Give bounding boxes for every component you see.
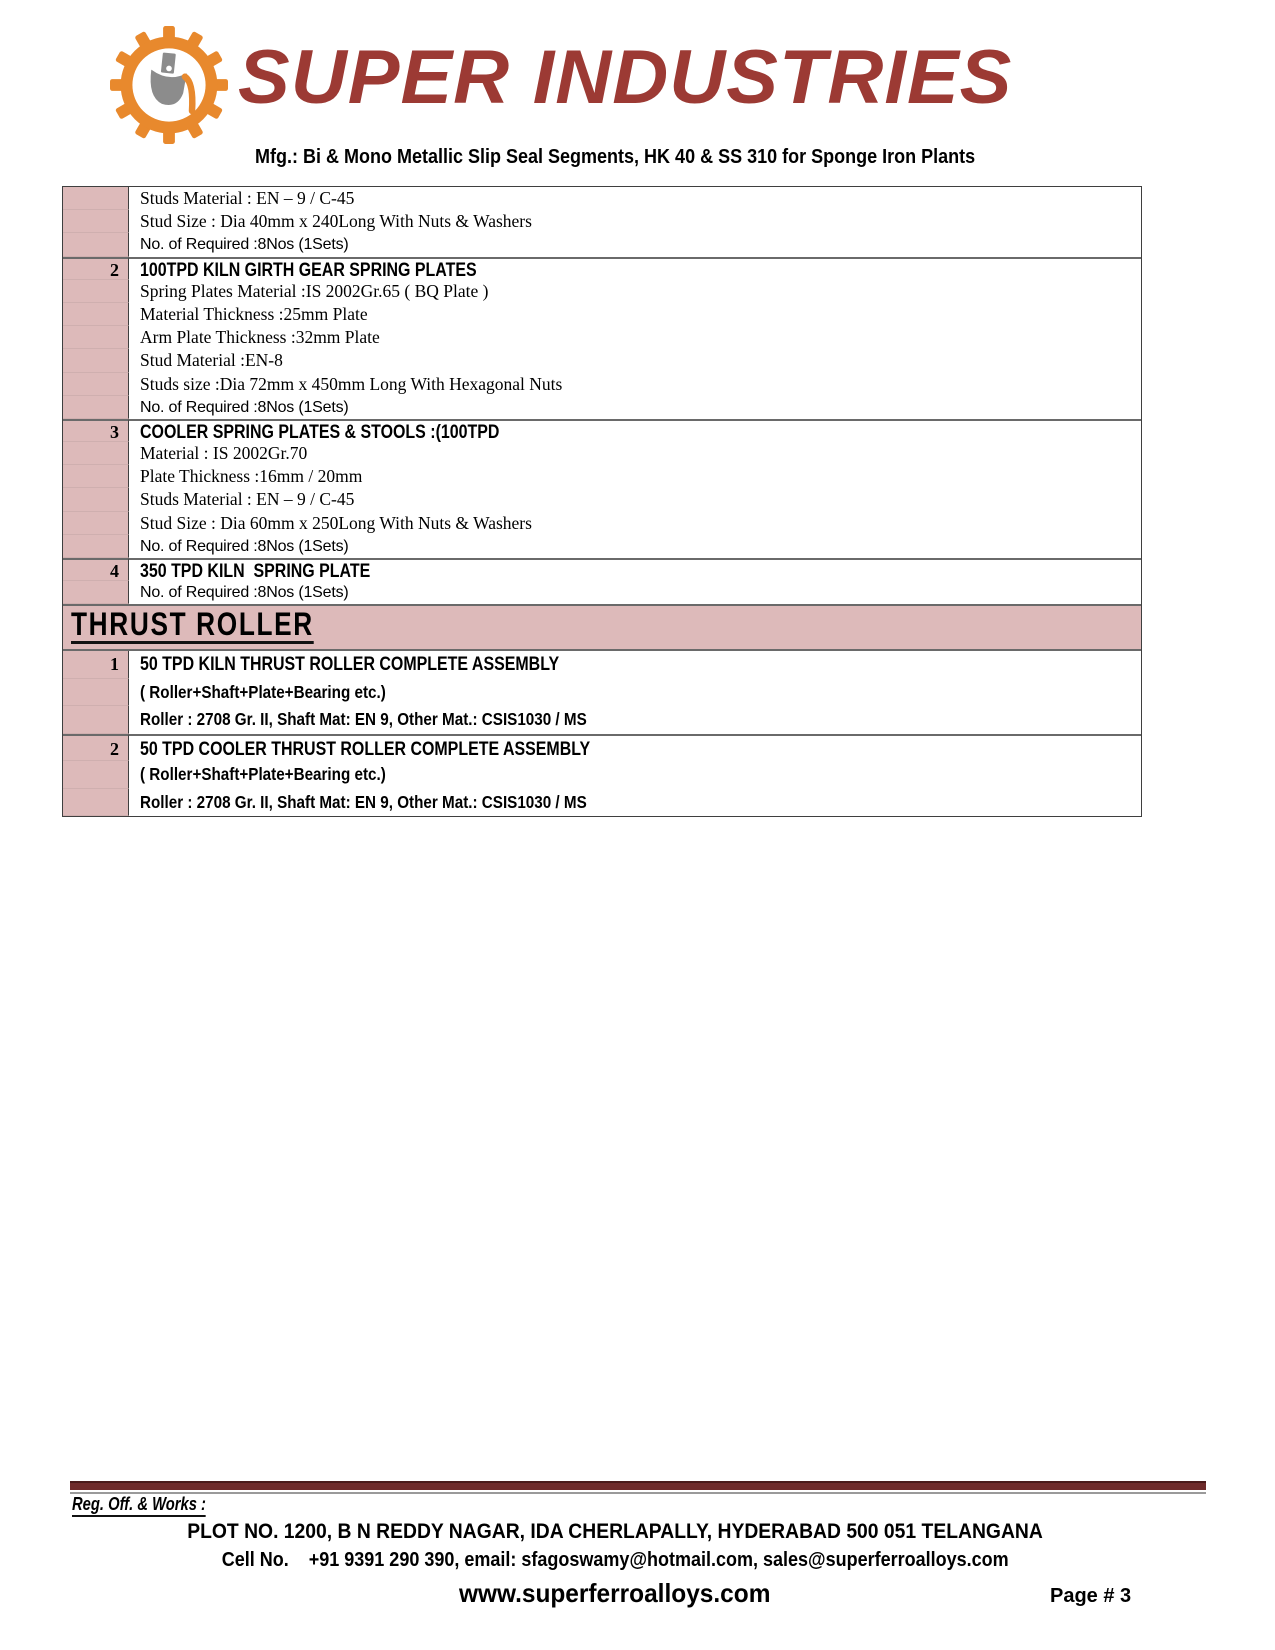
website-row [0,1578,1230,1609]
footer-rule-thick [70,1481,1206,1490]
item-number-cell [63,303,129,326]
page-number: Page # 3 [1050,1585,1132,1607]
item-line [129,349,1141,372]
item-detail: Stud Size : Dia 40mm x 240Long With Nuts & Washers [140,211,532,232]
company-title: SUPER INDUSTRIES [238,35,1013,120]
item-detail: Studs Material : EN – 9 / C-45 [140,489,355,510]
item-line [129,257,1141,280]
item-line [129,558,1141,581]
section-title: THRUST ROLLER [71,606,314,643]
item-detail: ( Roller+Shaft+Plate+Bearing etc.) [140,764,386,785]
item-detail: No. of Required :8Nos (1Sets) [140,398,349,416]
item-number-cell [63,512,129,535]
item-number-cell [63,442,129,465]
item-line [129,581,1141,604]
item-number-cell [63,488,129,511]
item-number-cell [63,326,129,349]
item-line [129,233,1141,256]
item-number-cell [63,233,129,256]
item-line [129,679,1141,707]
item-line [129,373,1141,396]
item-number-cell [63,257,129,280]
item-detail: Stud Material :EN-8 [140,350,283,371]
item-number-cell [63,419,129,442]
item-line [129,535,1141,558]
item-heading: 350 TPD KILN SPRING PLATE [140,560,370,581]
item-detail: No. of Required :8Nos (1Sets) [140,584,349,602]
item-number-cell [63,349,129,372]
item-detail: Material : IS 2002Gr.70 [140,443,308,464]
item-heading: 50 TPD KILN THRUST ROLLER COMPLETE ASSEMBLY [140,651,559,679]
item-line [129,210,1141,233]
tagline-row [0,146,1230,169]
contact-row [0,1549,1230,1572]
item-line [129,734,1141,762]
item-detail: Stud Size : Dia 60mm x 250Long With Nuts & Washers [140,512,532,533]
item-detail: No. of Required :8Nos (1Sets) [140,537,349,555]
item-line [129,651,1141,679]
item-line [129,761,1141,789]
item-line [129,706,1141,734]
item-detail: Material Thickness :25mm Plate [140,303,368,324]
item-line [129,465,1141,488]
item-detail: Roller : 2708 Gr. II, Shaft Mat: EN 9, Other Mat.: CSIS1030 / MS [140,709,587,730]
item-number: 3 [110,421,119,442]
company-tagline: Mfg.: Bi & Mono Metallic Slip Seal Segments, HK 40 & SS 310 for Sponge Iron Plants [254,146,976,168]
item-number: 2 [110,259,119,280]
footer-rule-thin [70,1492,1206,1494]
item-line [129,187,1141,210]
item-line [129,280,1141,303]
item-heading: 50 TPD COOLER THRUST ROLLER COMPLETE ASSEMBLY [140,736,590,762]
item-number-cell [63,651,129,679]
item-number: 4 [110,561,119,581]
item-number-cell [63,581,129,604]
section-band [63,604,1141,651]
footer-rule [70,1481,1206,1494]
items-table [62,186,1142,817]
item-line [129,789,1141,817]
item-detail: Roller : 2708 Gr. II, Shaft Mat: EN 9, Other Mat.: CSIS1030 / MS [140,791,587,812]
item-number-cell [63,187,129,210]
item-number-cell [63,396,129,419]
item-detail: No. of Required :8Nos (1Sets) [140,236,349,254]
item-number-cell [63,761,129,789]
item-number-cell [63,734,129,762]
item-detail: Spring Plates Material :IS 2002Gr.65 ( BQ Plate ) [140,280,489,301]
item-detail: Arm Plate Thickness :32mm Plate [140,327,380,348]
item-line [129,442,1141,465]
item-number-cell [63,789,129,817]
item-heading: 100TPD KILN GIRTH GEAR SPRING PLATES [140,259,477,280]
item-line [129,326,1141,349]
gear-pouring-ladle-icon [106,26,232,144]
address-text: PLOT NO. 1200, B N REDDY NAGAR, IDA CHERLAPALLY, HYDERABAD 500 051 TELANGANA [187,1520,1043,1543]
item-number-cell [63,558,129,581]
website-text: www.superferroalloys.com [459,1578,771,1608]
registered-office-label: Reg. Off. & Works : [72,1494,206,1517]
item-number-cell [63,210,129,233]
item-number-cell [63,465,129,488]
item-number-cell [63,679,129,707]
item-line [129,419,1141,442]
item-line [129,488,1141,511]
item-heading: COOLER SPRING PLATES & STOOLS :(100TPD [140,421,499,442]
item-detail: Studs size :Dia 72mm x 450mm Long With Hexagonal Nuts [140,373,563,394]
item-detail: ( Roller+Shaft+Plate+Bearing etc.) [140,681,386,702]
item-number-cell [63,373,129,396]
address-row [0,1520,1230,1544]
item-line [129,396,1141,419]
item-number-cell [63,535,129,558]
item-number-cell [63,706,129,734]
item-number-cell [63,280,129,303]
item-detail: Plate Thickness :16mm / 20mm [140,466,363,487]
item-number: 2 [110,738,119,759]
item-line [129,303,1141,326]
item-line [129,512,1141,535]
item-detail: Studs Material : EN – 9 / C-45 [140,188,355,208]
item-number: 1 [110,654,119,675]
contact-text: Cell No. +91 9391 290 390, email: sfagoswamy@hotmail.com, sales@superferroalloys.com [221,1549,1009,1571]
